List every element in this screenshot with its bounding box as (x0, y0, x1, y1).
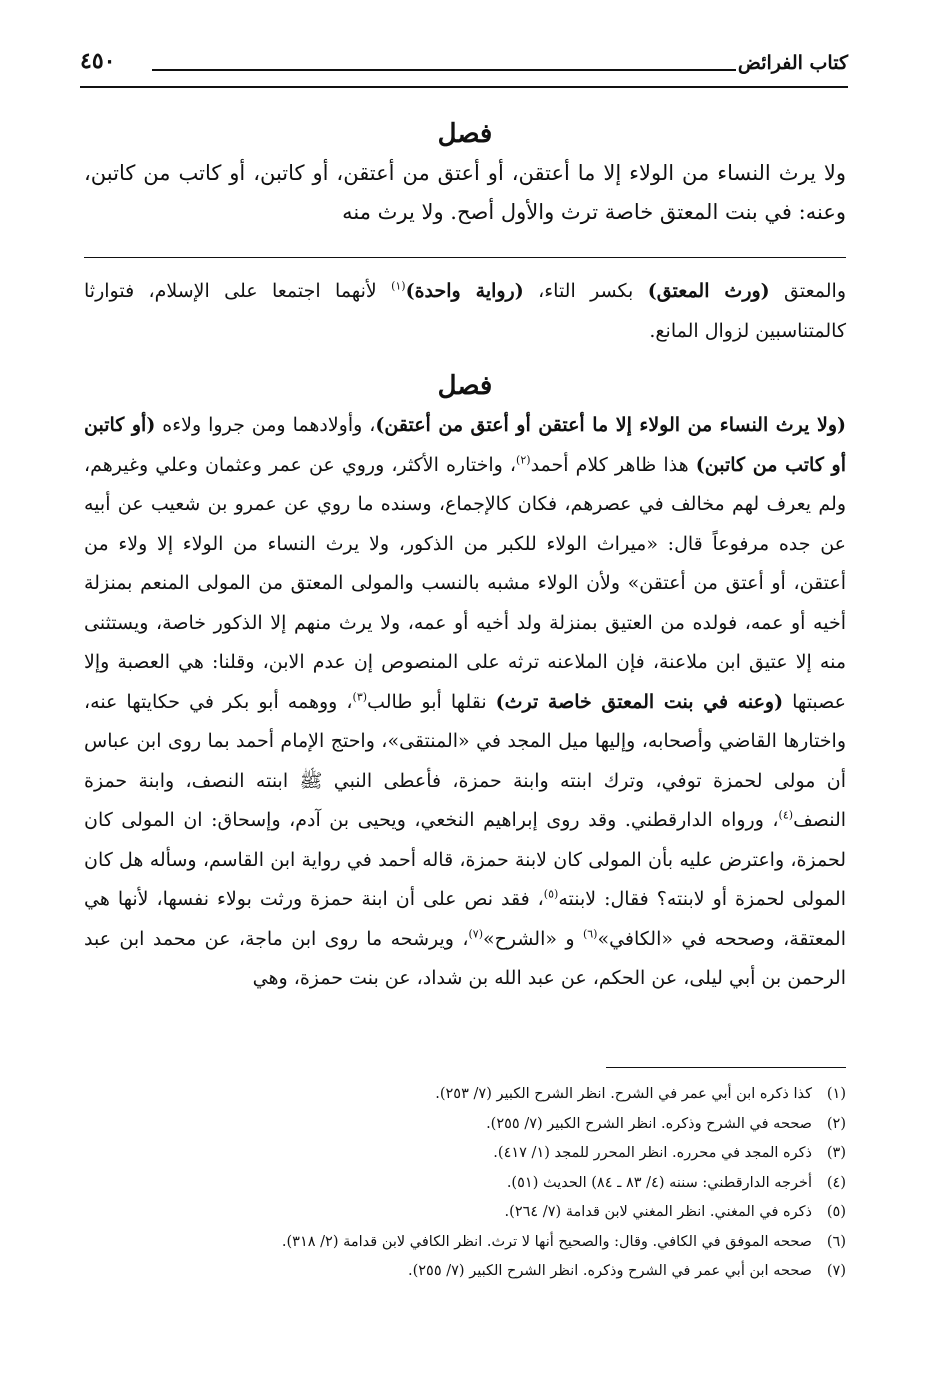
sharh-text: ، ويرشحه ما روى ابن ماجة، عن محمد ابن عبد الرحمن بن أبي ليلى، عن الحكم، عن عبد الله بن شداد، عن بنت حمزة، وهي (84, 927, 846, 989)
sharh-quote: (أو كاتبن أو كاتب من كاتبن) (84, 414, 846, 476)
sharh-section (84, 366, 846, 999)
footnote-7 (84, 1257, 846, 1287)
footnote-text: ذكره المجد في محرره. انظر المحرر للمجد (١/ ٤١٧). (493, 1145, 812, 1161)
footnote-4 (84, 1169, 846, 1199)
sharh-text: لأنهما اجتمعا على الإسلام، فتوارثا كالمتناسبين لزوال المانع. (84, 280, 846, 342)
footnote-ref[interactable]: (٤) (778, 808, 794, 822)
footnote-5 (84, 1198, 846, 1228)
footnote-text: صححه في الشرح وذكره. انظر الشرح الكبير (٧/ ٢٥٥). (486, 1115, 812, 1132)
matn-section (84, 114, 846, 232)
footnote-number: (١) (826, 1086, 846, 1102)
sharh-text: ، فقد نص على أن ابنة حمزة ورثت بولاء نفسها، لأنها هي المعتقة، وصححه في «الكافي» (84, 888, 846, 950)
header-underline (80, 86, 848, 88)
matn-heading: فصل (437, 119, 493, 149)
sharh-text: ، واختاره الأكثر، وروي عن عمر وعثمان وعلي وغيرهم، ولم يعرف لهم مخالف في عصرهم، فكان كالإجماع، وسنده ما روي عن عمرو بن شعيب عن أبيه عن جده مرفوعاً قال: «ميراث الولاء للكبر من الذكور، ولا يرث النساء من الولاء إلا ولاء من أعتقن، أو أعتق من أعتقن» ولأن الولاء مشبه بالنسب والمولى المعتق من المولى المنعم بمنزلة أخيه أو عمه، فولده من العتيق بمنزلة ولد أخيه أو عمه، ولا يرث منهم إلا الذكور خاصة، ويستثنى منه إلا عتيق ابن ملاعنة، فإن الملاعنه ترثه على المنصوص إن عدم الابن، وقلنا: هي العصبة وإلا عصبتها (84, 453, 846, 713)
footnote-text: كذا ذكره ابن أبي عمر في الشرح. انظر الشرح الكبير (٧/ ٢٥٣). (435, 1086, 812, 1102)
sharh-text: والمعتق (769, 280, 846, 302)
page-header (80, 46, 848, 86)
footnote-ref[interactable]: (٣) (352, 690, 368, 704)
footnote-separator (606, 1067, 846, 1068)
footnote-text: صححه الموفق في الكافي. وقال: والصحيح أنها لا ترث. انظر الكافي لابن قدامة (٢/ ٣١٨). (281, 1233, 812, 1250)
footnote-number: (٥) (826, 1204, 846, 1220)
footnote-text: صححه ابن أبي عمر في الشرح وذكره. انظر الشرح الكبير (٧/ ٢٥٥). (407, 1263, 812, 1279)
footnote-6 (84, 1228, 846, 1258)
sharh-top-paragraph (84, 272, 846, 351)
footnote-2 (84, 1110, 846, 1140)
sharh-text: ، ووهمه أبو بكر في حكايتها عنه، واختارها القاضي وأصحابه، وإليها ميل المجد في «المنتقى»، واحتج الإمام أحمد بما روى ابن عباس أن مولى لحمزة توفي، وترك ابنته وابنة حمزة، فأعطى النبي ﷺ ابنته النصف، وابنة حمزة النصف (84, 690, 847, 831)
footnotes (84, 1080, 846, 1287)
sharh-quote: (ورث المعتق) (647, 280, 770, 302)
footnote-ref[interactable]: (٢) (516, 453, 531, 467)
sharh-text: ، وأولادهما ومن جروا ولاءه (155, 414, 376, 436)
header-rule (152, 69, 736, 71)
sharh-paragraph (84, 406, 846, 999)
footnote-number: (٣) (826, 1145, 846, 1161)
page-number: ٤٥٠ (80, 48, 116, 74)
footnote-number: (٧) (826, 1263, 846, 1279)
sharh-text: بكسر التاء، (523, 280, 648, 302)
footnote-text: أخرجه الدارقطني: سننه (٤/ ٨٣ ـ ٨٤) الحديث (٥١). (506, 1174, 812, 1191)
footnote-3 (84, 1139, 846, 1169)
sharh-quote: (ولا يرث النساء من الولاء إلا ما أعتقن أو أعتق من أعتقن) (375, 414, 846, 436)
footnote-ref[interactable]: (٦) (582, 927, 598, 941)
footnote-ref[interactable]: (٥) (543, 887, 559, 901)
footnote-number: (٤) (826, 1174, 846, 1191)
sharh-heading: فصل (437, 371, 493, 401)
sharh-text: ، ورواه الدارقطني. وقد روى إبراهيم النخعي، ويحيى بن آدم، وإسحاق: ان المولى كان لحمزة، واعترض عليه بأن المولى كان لابنة حمزة، قاله أحمد في رواية ابن القاسم، وسأله هل كان المولى لحمزة أو لابنته؟ فقال: لابنته (84, 809, 846, 910)
footnote-number: (٢) (826, 1115, 846, 1132)
sharh-text: هذا ظاهر كلام أحمد (530, 453, 696, 476)
footnote-text: ذكره في المغني. انظر المغني لابن قدامة (٧/ ٢٦٤). (504, 1204, 812, 1220)
sharh-quote: (رواية واحدة) (405, 280, 524, 302)
footnote-number: (٦) (826, 1233, 846, 1250)
footnote-ref[interactable]: (١) (391, 279, 406, 293)
matn-separator (84, 257, 846, 258)
sharh-text: و «الشرح» (482, 927, 583, 950)
matn-text: ولا يرث النساء من الولاء إلا ما أعتقن، أو أعتق من أعتقن، أو كاتبن، أو كاتب من كاتبن، وعنه: في بنت المعتق خاصة ترث والأول أصح. ولا يرث منه (84, 161, 846, 224)
book-title: كتاب الفرائض (737, 52, 848, 74)
footnote-1 (84, 1080, 846, 1110)
sharh-text: نقلها أبو طالب (367, 690, 496, 713)
sharh-quote: (وعنه في بنت المعتق خاصة ترث) (495, 690, 784, 713)
footnote-ref[interactable]: (٧) (468, 927, 483, 941)
